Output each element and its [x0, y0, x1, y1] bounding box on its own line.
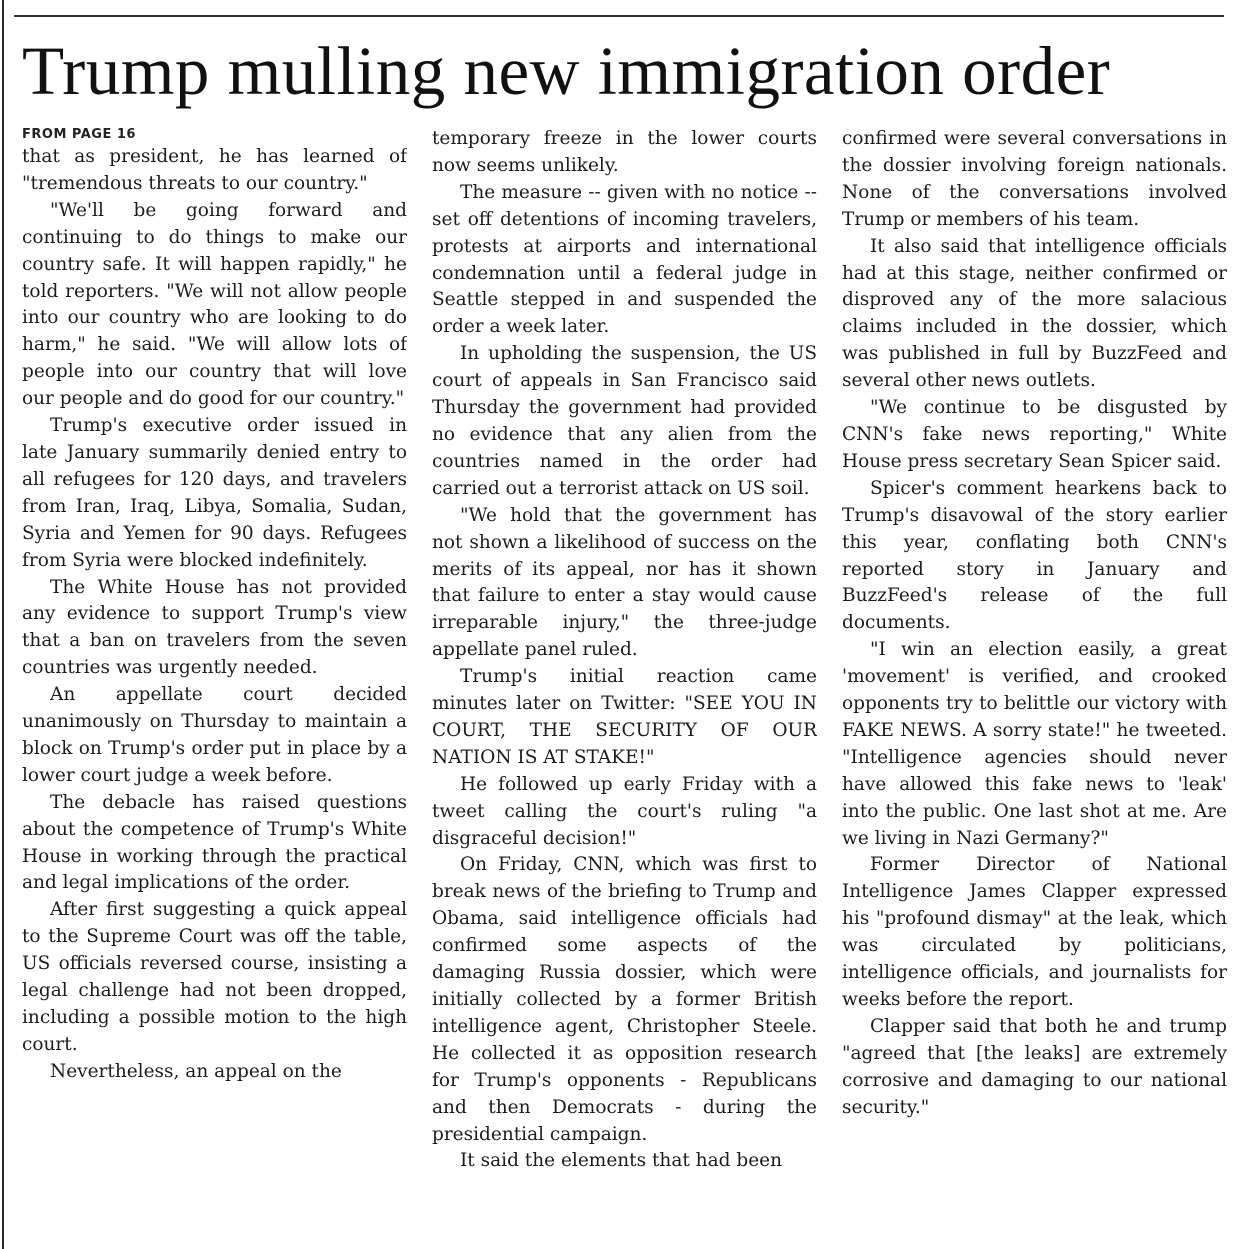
article-column-3	[842, 126, 1227, 1249]
paragraph: that as president, he has learned of "tremendous threats to our country."	[22, 146, 407, 194]
paragraph: Nevertheless, an appeal on the	[50, 1060, 342, 1082]
paragraph: "We'll be going forward and continuing to do things to make our country safe. It will happen rapidly," he told reporters. "We will not allow people into our country who are looking to do harm," he said. "We will allow lots of people into our country that will love our people and do good for our country."	[22, 199, 407, 410]
paragraph: After first suggesting a quick appeal to the Supreme Court was off the table, US officials reversed course, insisting a legal challenge had not been dropped, including a possible motion to the high court.	[22, 899, 407, 1055]
paragraph: "I win an election easily, a great 'movement' is verified, and crooked opponents try to belittle our victory with FAKE NEWS. A sorry state!" he tweeted. "Intelligence agencies should never have allowed this fake news to 'leak' into the public. One last shot at me. Are we living in Nazi Germany?"	[842, 639, 1227, 849]
paragraph: Trump's executive order issued in late January summarily denied entry to all refugees for 120 days, and travelers from Iran, Iraq, Libya, Somalia, Sudan, Syria and Yemen for 90 days. Refugees from Syria were blocked indefinitely.	[22, 415, 407, 571]
paragraph: Spicer's comment hearkens back to Trump's disavowal of the story earlier this year, conflating both CNN's reported story in January and BuzzFeed's release of the full documents.	[842, 477, 1227, 634]
paragraph: On Friday, CNN, which was first to break news of the briefing to Trump and Obama, said intelligence officials had confirmed some aspects of the damaging Russia dossier, which were initially collected by a former British intelligence agent, Christopher Steele. He collected it as opposition research for Trump's opponents - Republicans and then Democrats - during the presidential campaign.	[432, 854, 817, 1145]
headline: Trump mulling new immigration order	[22, 33, 1111, 109]
paragraph: "We hold that the government has not shown a likelihood of success on the merits of its appeal, nor has it shown that failure to enter a stay would cause irreparable injury," the three-judge appellate panel ruled.	[432, 504, 817, 661]
paragraph: It also said that intelligence officials had at this stage, neither confirmed or disproved any of the more salacious claims included in the dossier, which was published in full by BuzzFeed and several other news outlets.	[842, 235, 1227, 392]
jump-line: FROM PAGE 16	[22, 127, 136, 142]
paragraph: temporary freeze in the lower courts now seems unlikely.	[432, 128, 817, 176]
page-left-border	[2, 0, 4, 1249]
paragraph: The debacle has raised questions about the competence of Trump's White House in working through the practical and legal implications of the order.	[22, 791, 407, 894]
paragraph: Trump's initial reaction came minutes later on Twitter: "SEE YOU IN COURT, THE SECURITY OF OUR NATION IS AT STAKE!"	[432, 666, 817, 768]
paragraph: The measure -- given with no notice -- set off detentions of incoming travelers, protests at airports and international condemnation until a federal judge in Seattle stepped in and suspended the order a week later.	[432, 181, 817, 338]
article-column-1	[22, 126, 407, 1249]
paragraph: Former Director of National Intelligence James Clapper expressed his "profound dismay" at the leak, which was circulated by politicians, intelligence officials, and journalists for weeks before the report.	[842, 854, 1227, 1010]
paragraph: "We continue to be disgusted by CNN's fake news reporting," White House press secretary Sean Spicer said.	[842, 397, 1227, 472]
paragraph: It said the elements that had been	[460, 1150, 783, 1172]
paragraph: He followed up early Friday with a tweet calling the court's ruling "a disgraceful decision!"	[432, 773, 817, 849]
paragraph: The White House has not provided any evidence to support Trump's view that a ban on travelers from the seven countries was urgently needed.	[22, 576, 407, 679]
article-column-2	[432, 126, 817, 1249]
paragraph: confirmed were several conversations in the dossier involving foreign nationals. None of the conversations involved Trump or members of his team.	[842, 128, 1227, 230]
cropped-previous-text	[14, 0, 1224, 7]
paragraph: In upholding the suspension, the US court of appeals in San Francisco said Thursday the government had provided no evidence that any alien from the countries named in the order had carried out a terrorist attack on US soil.	[432, 343, 817, 499]
paragraph: An appellate court decided unanimously on Thursday to maintain a block on Trump's order put in place by a lower court judge a week before.	[22, 684, 407, 786]
top-rule	[14, 15, 1224, 17]
paragraph: Clapper said that both he and trump "agreed that [the leaks] are extremely corrosive and damaging to our national security."	[842, 1015, 1227, 1118]
